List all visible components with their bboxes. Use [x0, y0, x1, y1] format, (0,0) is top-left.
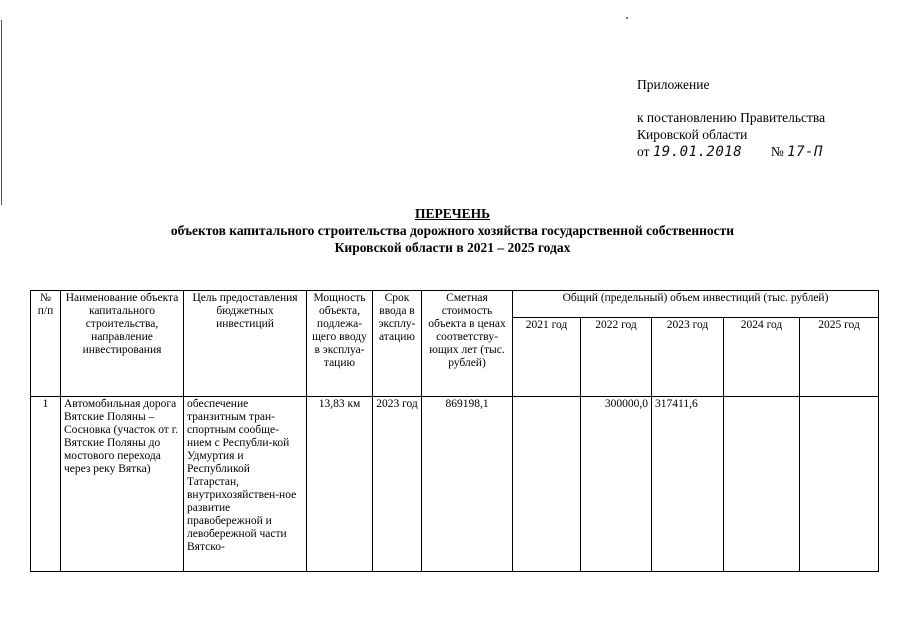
row-num: 1	[31, 397, 61, 572]
header-investments: Общий (предельный) объем инвестиций (тыс. рублей)	[513, 291, 879, 318]
header-purpose: Цель предоставления бюджетных инвестиций	[184, 291, 307, 397]
handwritten-number: 17-П	[787, 144, 823, 160]
objects-table	[30, 290, 879, 572]
appendix-title: Приложение	[637, 77, 710, 92]
header-cost: Сметная стоимость объекта в ценах соответству-ющих лет (тыс. рублей)	[422, 291, 513, 397]
header-year-2025: 2025 год	[800, 318, 879, 397]
header-term: Срок ввода в эксплу-атацию	[373, 291, 422, 397]
header-row-1	[31, 291, 879, 318]
handwritten-date: 19.01.2018	[652, 144, 743, 160]
header-year-2023: 2023 год	[652, 318, 724, 397]
heading-line-2: объектов капитального строительства дорожного хозяйства государственной собственности	[170, 223, 735, 238]
header-num: № п/п	[31, 291, 61, 397]
scan-speck	[626, 17, 628, 19]
header-year-2021: 2021 год	[513, 318, 581, 397]
table-row	[31, 397, 879, 572]
header-year-2024: 2024 год	[724, 318, 800, 397]
scan-edge-line	[1, 20, 2, 205]
header-capacity: Мощность объекта, подлежа-щего вводу в эксплуа-тацию	[307, 291, 373, 397]
row-2023: 317411,6	[652, 397, 724, 572]
row-2025	[800, 397, 879, 572]
row-2022: 300000,0	[581, 397, 652, 572]
heading-line-1: ПЕРЕЧЕНЬ	[414, 206, 491, 221]
header-year-2022: 2022 год	[581, 318, 652, 397]
heading-line-3: Кировской области в 2021 – 2025 годах	[334, 240, 571, 255]
row-cost: 869198,1	[422, 397, 513, 572]
row-term: 2023 год	[373, 397, 422, 572]
appendix-line-2: Кировской области	[637, 127, 748, 142]
appendix-date-line	[637, 143, 825, 161]
document-heading	[0, 205, 905, 256]
appendix-block	[637, 76, 825, 161]
header-name: Наименование объекта капитального строительства, направление инвестирования	[61, 291, 184, 397]
row-purpose: обеспечение транзитным тран-спортным сообще-нием с Республи-кой Удмуртия и Республикой Татарстан, внутрихозяйствен-ное развитие правобережной и левобережной части Вятско-	[184, 397, 307, 572]
number-prefix: №	[770, 144, 784, 159]
row-capacity: 13,83 км	[307, 397, 373, 572]
row-2024	[724, 397, 800, 572]
row-2021	[513, 397, 581, 572]
row-name: Автомобильная дорога Вятские Поляны – Сосновка (участок от г. Вятские Поляны до мостового перехода через реку Вятка)	[61, 397, 184, 572]
date-prefix: от	[637, 144, 650, 159]
appendix-line-1: к постановлению Правительства	[637, 110, 826, 125]
